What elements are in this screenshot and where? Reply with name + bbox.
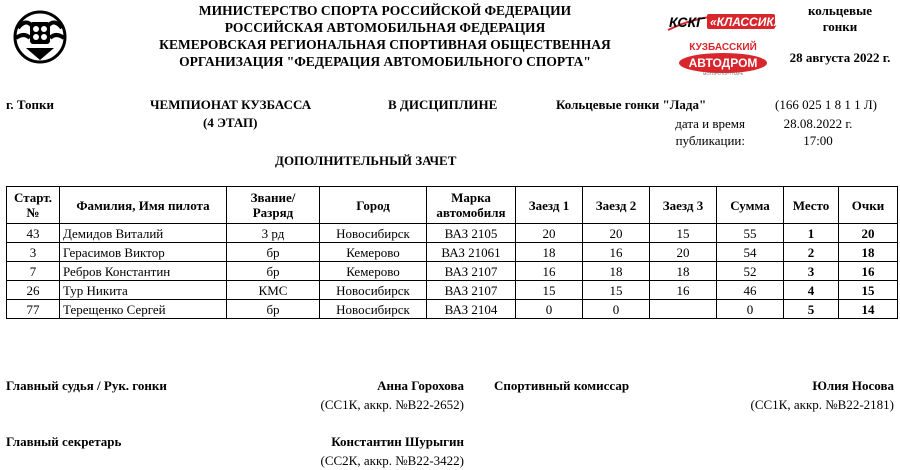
cell-start: 26 [7, 281, 60, 300]
discipline-name: Кольцевые гонки "Лада" [556, 97, 707, 112]
cell-rank: 3 рд [227, 224, 320, 243]
cell-car: ВАЗ 2104 [427, 300, 516, 319]
col-heat3: Заезд 3 [650, 187, 717, 224]
cell-name: Тур Никита [60, 281, 227, 300]
cell-sum: 54 [717, 243, 784, 262]
discipline-tag-line2: гонки [822, 19, 858, 34]
header-org-line2: ОРГАНИЗАЦИЯ "ФЕДЕРАЦИЯ АВТОМОБИЛЬНОГО СПОРТА" [179, 54, 591, 69]
cell-points: 14 [839, 300, 898, 319]
cell-heat1: 16 [516, 262, 583, 281]
cell-points: 15 [839, 281, 898, 300]
cell-heat2: 15 [583, 281, 650, 300]
header-org-line1: КЕМЕРОВСКАЯ РЕГИОНАЛЬНАЯ СПОРТИВНАЯ ОБЩЕСТВЕННАЯ [159, 37, 611, 52]
cell-sum: 55 [717, 224, 784, 243]
results-table [6, 186, 898, 319]
cell-car: ВАЗ 2105 [427, 224, 516, 243]
cell-city: Новосибирск [320, 300, 427, 319]
commissar-cert: (СС1К, аккр. №В22-2181) [750, 397, 894, 412]
table-row [7, 300, 898, 319]
chief-secretary-name: Константин Шурыгин [331, 434, 464, 449]
chief-judge-name: Анна Горохова [377, 378, 464, 393]
cell-car: ВАЗ 21061 [427, 243, 516, 262]
cell-heat1: 20 [516, 224, 583, 243]
cell-place: 2 [784, 243, 839, 262]
cell-city: Новосибирск [320, 281, 427, 300]
col-city: Город [320, 187, 427, 224]
svg-text:«КЛАССИКА»: «КЛАССИКА» [710, 15, 790, 29]
cell-points: 20 [839, 224, 898, 243]
cell-sum: 52 [717, 262, 784, 281]
svg-text:КУЗБАССКИЙ: КУЗБАССКИЙ [689, 42, 757, 53]
table-row [7, 281, 898, 300]
cell-start: 43 [7, 224, 60, 243]
col-rank: Звание/ Разряд [227, 187, 320, 224]
commissar-name: Юлия Носова [812, 378, 894, 393]
publication-date: 28.08.2022 г. [783, 116, 853, 131]
header-ministry: МИНИСТЕРСТВО СПОРТА РОССИЙСКОЙ ФЕДЕРАЦИИ [198, 3, 572, 18]
event-date: 28 августа 2022 г. [789, 50, 891, 65]
cell-heat3: 15 [650, 224, 717, 243]
col-heat2: Заезд 2 [583, 187, 650, 224]
col-start-number: Старт. № [7, 187, 60, 224]
table-header-row [7, 187, 898, 224]
federation-logo [12, 8, 68, 66]
cell-heat1: 15 [516, 281, 583, 300]
svg-text:МОТОРСПОРТ ПАРК: МОТОРСПОРТ ПАРК [703, 71, 743, 76]
table-row [7, 262, 898, 281]
document-subtitle: ДОПОЛНИТЕЛЬНЫЙ ЗАЧЕТ [275, 153, 457, 168]
cell-rank: бр [227, 262, 320, 281]
col-place: Место [784, 187, 839, 224]
svg-text:КСКГ: КСКГ [669, 14, 705, 30]
cell-heat3: 20 [650, 243, 717, 262]
chief-judge-title: Главный судья / Рук. гонки [6, 378, 167, 393]
cell-city: Кемерово [320, 243, 427, 262]
chief-judge-cert: (СС1К, аккр. №В22-2652) [320, 397, 464, 412]
col-driver-name: Фамилия, Имя пилота [60, 187, 227, 224]
cell-start: 3 [7, 243, 60, 262]
publication-label-1: дата и время [675, 116, 745, 131]
cell-heat1: 0 [516, 300, 583, 319]
cell-place: 3 [784, 262, 839, 281]
cell-heat3 [650, 300, 717, 319]
kuzbass-autodrom-logo [675, 40, 771, 76]
cell-sum: 0 [717, 300, 784, 319]
cell-name: Ребров Константин [60, 262, 227, 281]
cell-heat1: 18 [516, 243, 583, 262]
table-row [7, 224, 898, 243]
cell-rank: КМС [227, 281, 320, 300]
col-sum: Сумма [717, 187, 784, 224]
cell-heat2: 0 [583, 300, 650, 319]
cell-heat2: 18 [583, 262, 650, 281]
cell-rank: бр [227, 300, 320, 319]
cell-name: Терещенко Сергей [60, 300, 227, 319]
cell-heat2: 16 [583, 243, 650, 262]
championship-title: ЧЕМПИОНАТ КУЗБАССА [150, 97, 312, 112]
cell-start: 7 [7, 262, 60, 281]
event-code: (166 025 1 8 1 1 Л) [775, 97, 877, 112]
discipline-tag-line1: кольцевые [807, 3, 873, 18]
cell-heat3: 16 [650, 281, 717, 300]
chief-secretary-title: Главный секретарь [6, 434, 122, 449]
svg-text:АВТОДРОМ: АВТОДРОМ [688, 56, 758, 70]
cell-place: 5 [784, 300, 839, 319]
cell-city: Кемерово [320, 262, 427, 281]
cell-points: 18 [839, 243, 898, 262]
table-row [7, 243, 898, 262]
stage-label: (4 ЭТАП) [203, 115, 258, 130]
kskg-classic-logo [666, 8, 790, 32]
event-city: г. Топки [6, 97, 54, 112]
commissar-title: Спортивный комиссар [494, 378, 630, 393]
cell-name: Герасимов Виктор [60, 243, 227, 262]
cell-heat3: 18 [650, 262, 717, 281]
cell-sum: 46 [717, 281, 784, 300]
cell-city: Новосибирск [320, 224, 427, 243]
publication-time: 17:00 [803, 133, 833, 148]
chief-secretary-cert: (СС2К, аккр. №В22-3422) [320, 453, 464, 468]
cell-heat2: 20 [583, 224, 650, 243]
cell-points: 16 [839, 262, 898, 281]
publication-label-2: публикации: [675, 133, 745, 148]
col-car: Марка автомобиля [427, 187, 516, 224]
cell-place: 1 [784, 224, 839, 243]
cell-car: ВАЗ 2107 [427, 281, 516, 300]
header-raf: РОССИЙСКАЯ АВТОМОБИЛЬНАЯ ФЕДЕРАЦИЯ [224, 20, 546, 35]
cell-place: 4 [784, 281, 839, 300]
cell-name: Демидов Виталий [60, 224, 227, 243]
cell-car: ВАЗ 2107 [427, 262, 516, 281]
cell-rank: бр [227, 243, 320, 262]
col-heat1: Заезд 1 [516, 187, 583, 224]
discipline-label: В ДИСЦИПЛИНЕ [388, 97, 498, 112]
col-points: Очки [839, 187, 898, 224]
cell-start: 77 [7, 300, 60, 319]
